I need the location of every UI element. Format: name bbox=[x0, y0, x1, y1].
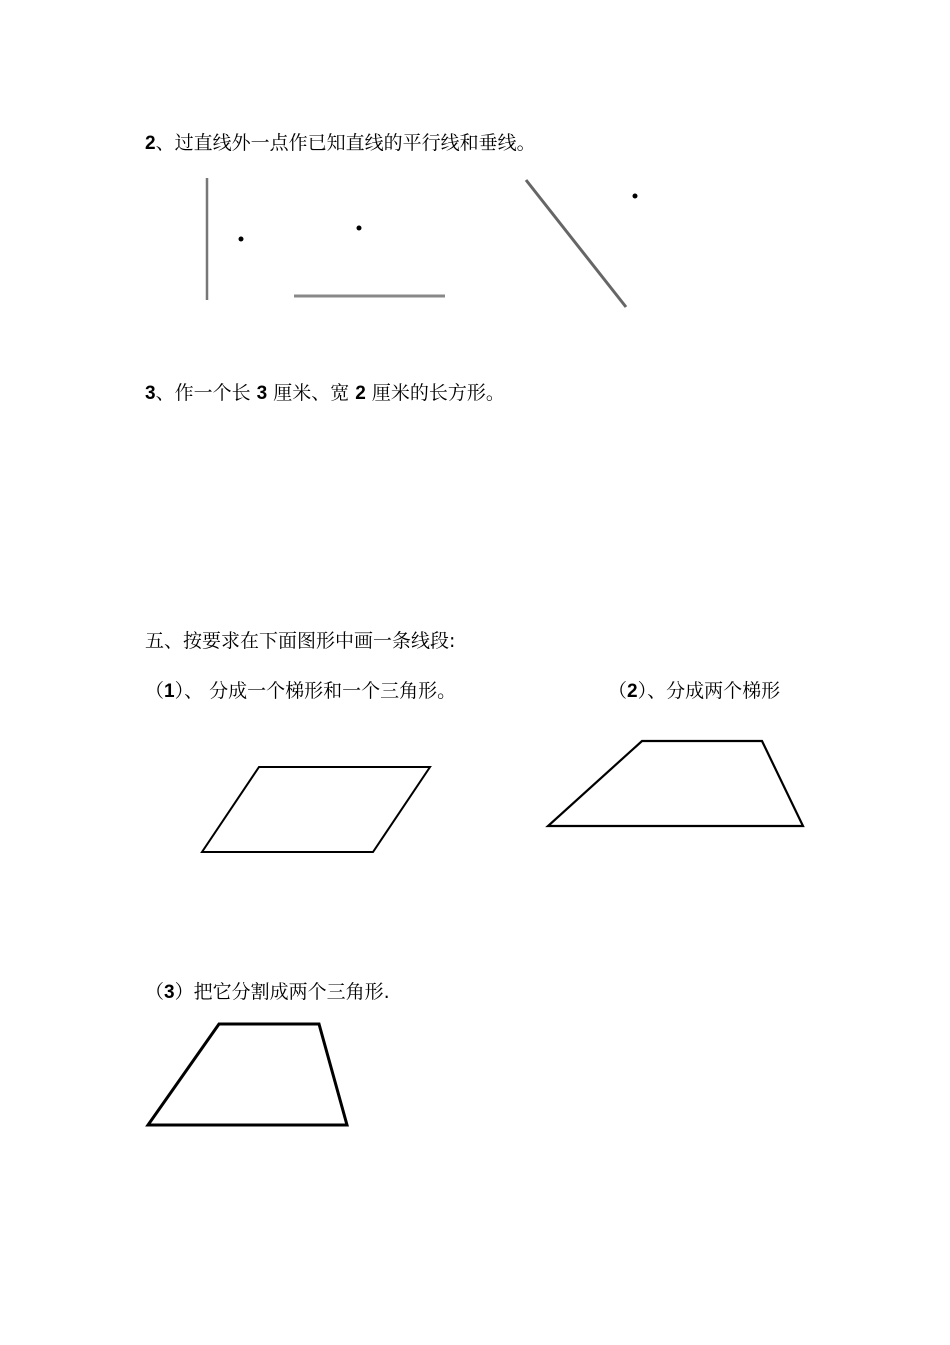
question-2-number: 2 bbox=[145, 133, 156, 154]
question-3-length: 3 bbox=[256, 383, 268, 404]
parallelogram-shape bbox=[202, 767, 430, 852]
sub-question-2-open: （ bbox=[608, 680, 628, 702]
sub-question-1-open: （ bbox=[145, 680, 165, 702]
sub-question-3-open: （ bbox=[145, 981, 165, 1003]
sub-question-2-number: 2 bbox=[627, 681, 638, 702]
sub-question-1-text: ）、 分成一个梯形和一个三角形。 bbox=[174, 680, 457, 702]
sub-question-3-text: ）把它分割成两个三角形. bbox=[174, 981, 390, 1003]
question-3-text-a: 、作一个长 bbox=[155, 382, 257, 404]
question-2-text: 、过直线外一点作已知直线的平行线和垂线。 bbox=[155, 132, 536, 154]
sub-question-2-text: ）、分成两个梯形 bbox=[637, 680, 781, 702]
sub-question-3-number: 3 bbox=[164, 982, 175, 1003]
question-3-number: 3 bbox=[145, 383, 156, 404]
section-5-title: 五、按要求在下面图形中画一条线段: bbox=[145, 630, 456, 652]
question-3-text-b: 厘米、宽 bbox=[267, 382, 356, 404]
question-3-text-c: 厘米的长方形。 bbox=[365, 382, 505, 404]
trapezoid-shape-2 bbox=[548, 741, 803, 826]
sub-question-1-number: 1 bbox=[164, 681, 175, 702]
question-3-width: 2 bbox=[355, 383, 366, 404]
sub-question-3-prompt bbox=[145, 980, 390, 1005]
trapezoid-shape-3 bbox=[148, 1024, 347, 1125]
